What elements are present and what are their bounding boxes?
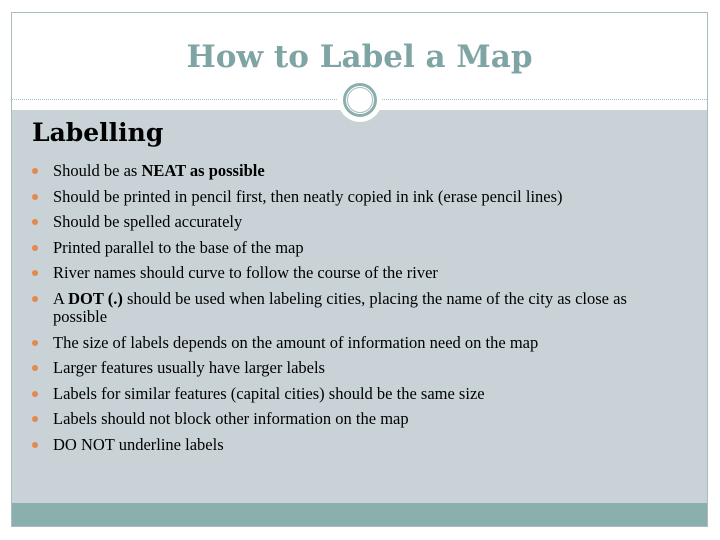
bullet-item <box>32 213 680 231</box>
bullet-item <box>32 290 680 326</box>
bullet-emphasis: DOT (.) <box>68 288 123 308</box>
bullet-text: Printed parallel to the base of the map <box>53 237 304 257</box>
bullet-text: should be used when labeling cities, placing the name of the city as close as possible <box>53 288 627 326</box>
bullet-text: Should be spelled accurately <box>53 212 243 232</box>
bullet-item <box>32 410 680 428</box>
bullet-text: Larger features usually have larger labels <box>53 358 325 378</box>
bullet-item <box>32 436 680 454</box>
bullet-emphasis: NEAT as possible <box>141 161 265 180</box>
bullet-dot-icon <box>32 416 38 422</box>
bullet-text: Labels for similar features (capital cities) should be the same size <box>53 383 485 403</box>
section-heading: Labelling <box>32 118 164 147</box>
bullet-text: Should be printed in pencil first, then neatly copied in ink (erase pencil lines) <box>53 186 563 206</box>
bullet-dot-icon <box>32 442 38 448</box>
bullet-dot-icon <box>32 245 38 251</box>
bullet-item <box>32 188 680 206</box>
slide-title: How to Label a Map <box>186 38 533 75</box>
bullet-dot-icon <box>32 340 38 346</box>
circle-ornament-inner <box>347 87 373 113</box>
bullet-text: The size of labels depends on the amount of information need on the map <box>53 332 539 352</box>
bullet-dot-icon <box>32 391 38 397</box>
bullet-dot-icon <box>32 365 38 371</box>
bullet-text: River names should curve to follow the course of the river <box>53 263 438 283</box>
bullet-item <box>32 264 680 282</box>
bullet-text: DO NOT underline labels <box>53 434 224 454</box>
bullet-item <box>32 359 680 377</box>
bullet-item <box>32 385 680 403</box>
bullet-dot-icon <box>32 219 38 225</box>
bullet-list <box>32 162 680 462</box>
bullet-dot-icon <box>32 296 38 302</box>
footer-band <box>12 503 707 526</box>
bullet-item <box>32 162 680 180</box>
bullet-item <box>32 334 680 352</box>
bullet-dot-icon <box>32 270 38 276</box>
bullet-item <box>32 239 680 257</box>
bullet-text: A <box>53 288 69 308</box>
bullet-dot-icon <box>32 168 38 174</box>
bullet-dot-icon <box>32 194 38 200</box>
bullet-text: Should be as <box>53 161 142 180</box>
bullet-text: Labels should not block other information on the map <box>53 409 409 429</box>
